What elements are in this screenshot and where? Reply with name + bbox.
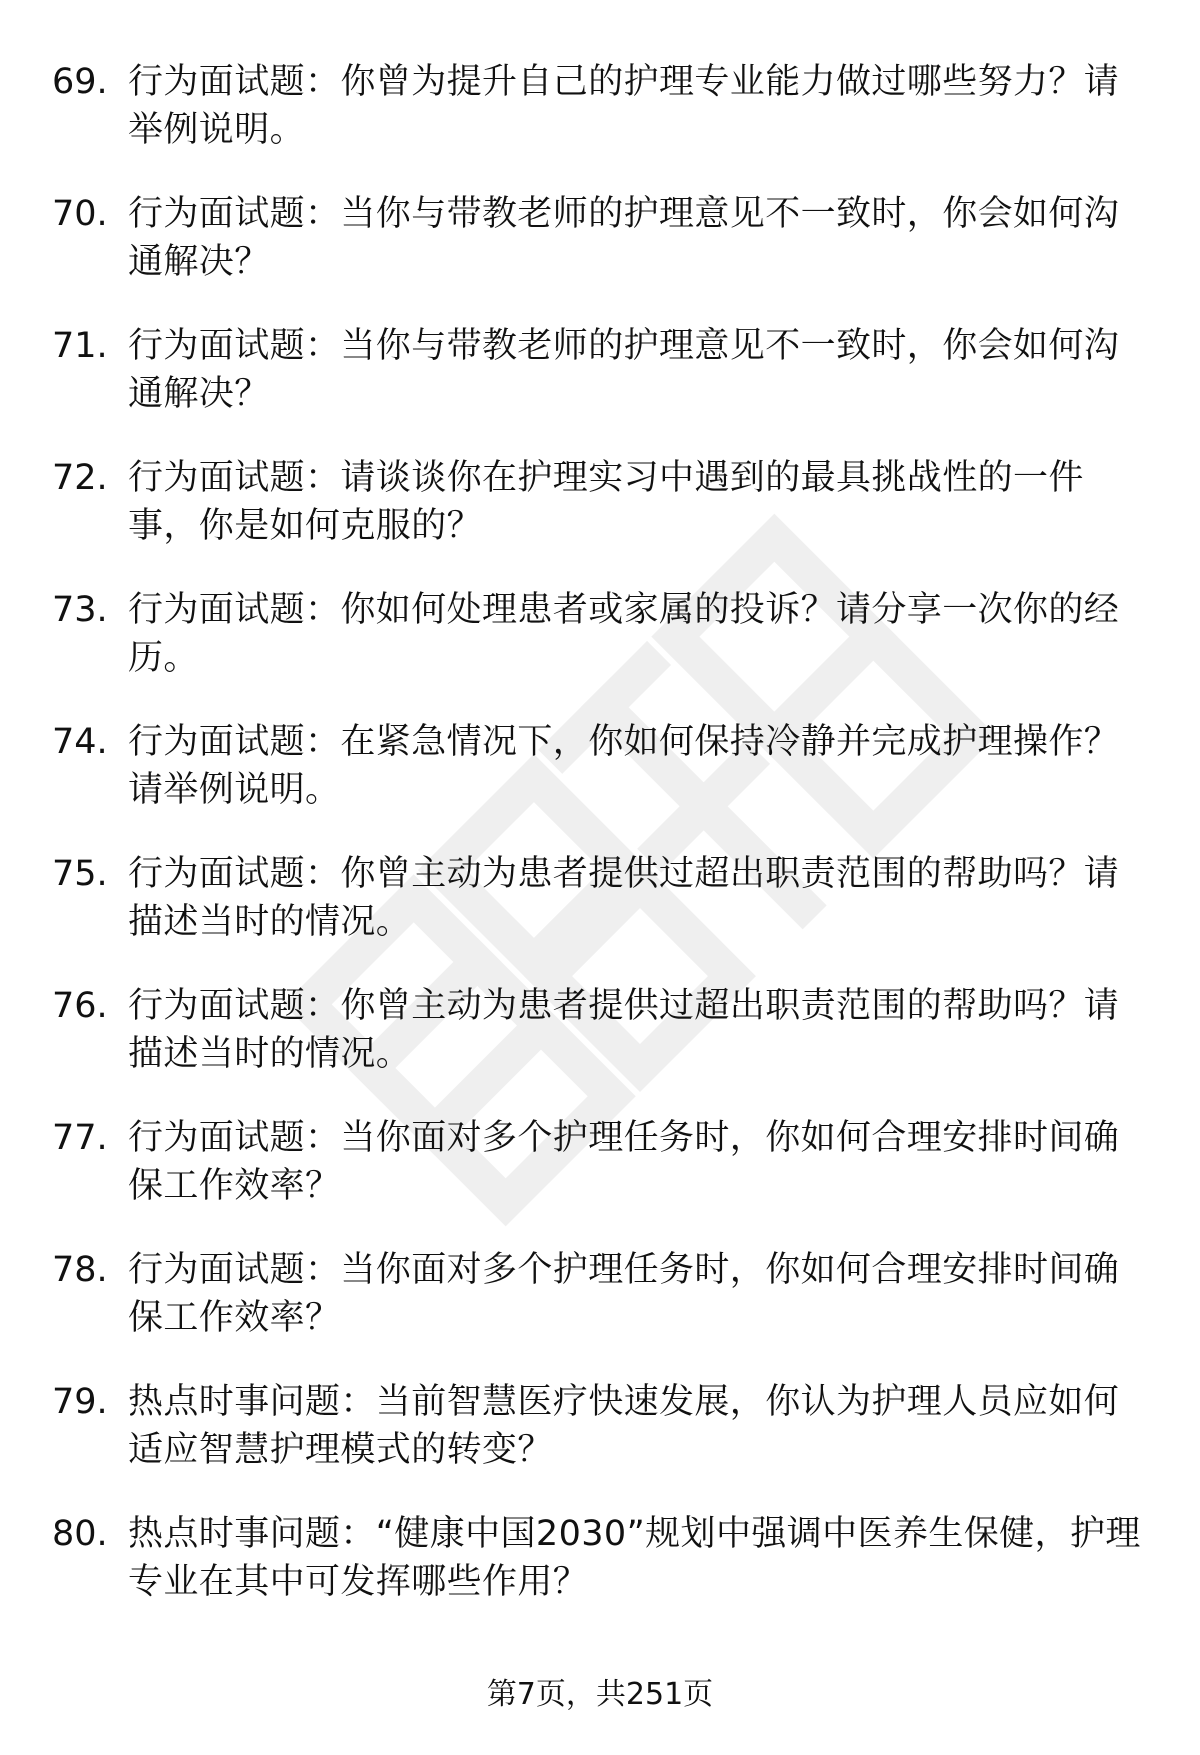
question-item (52, 190, 1152, 322)
question-item (52, 982, 1152, 1114)
question-text: 行为面试题：在紧急情况下，你如何保持冷静并完成护理操作？请举例说明。 (128, 722, 1120, 810)
question-number: 74. (52, 722, 108, 762)
question-number: 78. (52, 1250, 108, 1290)
question-number: 80. (52, 1514, 108, 1554)
question-number: 72. (52, 458, 108, 498)
question-number: 70. (52, 194, 108, 234)
question-item (52, 322, 1152, 454)
question-number: 75. (52, 854, 108, 894)
question-item (52, 1378, 1152, 1510)
question-number: 77. (52, 1118, 108, 1158)
page-footer (0, 1675, 1200, 1715)
question-number: 69. (52, 62, 108, 102)
question-text: 行为面试题：请谈谈你在护理实习中遇到的最具挑战性的一件事，你是如何克服的？ (128, 458, 1084, 546)
question-text: 行为面试题：你曾为提升自己的护理专业能力做过哪些努力？请举例说明。 (128, 62, 1120, 150)
page-indicator: 第7页，共251页 (486, 1677, 714, 1712)
question-text: 热点时事问题：“健康中国2030”规划中强调中医养生保健，护理专业在其中可发挥哪些作用？ (128, 1514, 1141, 1602)
question-text: 行为面试题：你曾主动为患者提供过超出职责范围的帮助吗？请描述当时的情况。 (128, 854, 1120, 942)
question-number: 76. (52, 986, 108, 1026)
question-text: 行为面试题：当你与带教老师的护理意见不一致时，你会如何沟通解决？ (128, 326, 1120, 414)
question-item (52, 586, 1152, 718)
question-item (52, 58, 1152, 190)
question-item (52, 1510, 1152, 1642)
question-item (52, 1114, 1152, 1246)
question-item (52, 1246, 1152, 1378)
question-text: 行为面试题：你曾主动为患者提供过超出职责范围的帮助吗？请描述当时的情况。 (128, 986, 1120, 1074)
question-number: 73. (52, 590, 108, 630)
question-text: 行为面试题：当你面对多个护理任务时，你如何合理安排时间确保工作效率？ (128, 1250, 1120, 1338)
question-number: 71. (52, 326, 108, 366)
question-text: 行为面试题：你如何处理患者或家属的投诉？请分享一次你的经历。 (128, 590, 1120, 678)
question-text: 热点时事问题：当前智慧医疗快速发展，你认为护理人员应如何适应智慧护理模式的转变？ (128, 1382, 1120, 1470)
question-number: 79. (52, 1382, 108, 1422)
question-list (52, 58, 1152, 1642)
question-item (52, 454, 1152, 586)
question-item (52, 850, 1152, 982)
question-item (52, 718, 1152, 850)
question-text: 行为面试题：当你与带教老师的护理意见不一致时，你会如何沟通解决？ (128, 194, 1120, 282)
question-text: 行为面试题：当你面对多个护理任务时，你如何合理安排时间确保工作效率？ (128, 1118, 1120, 1206)
